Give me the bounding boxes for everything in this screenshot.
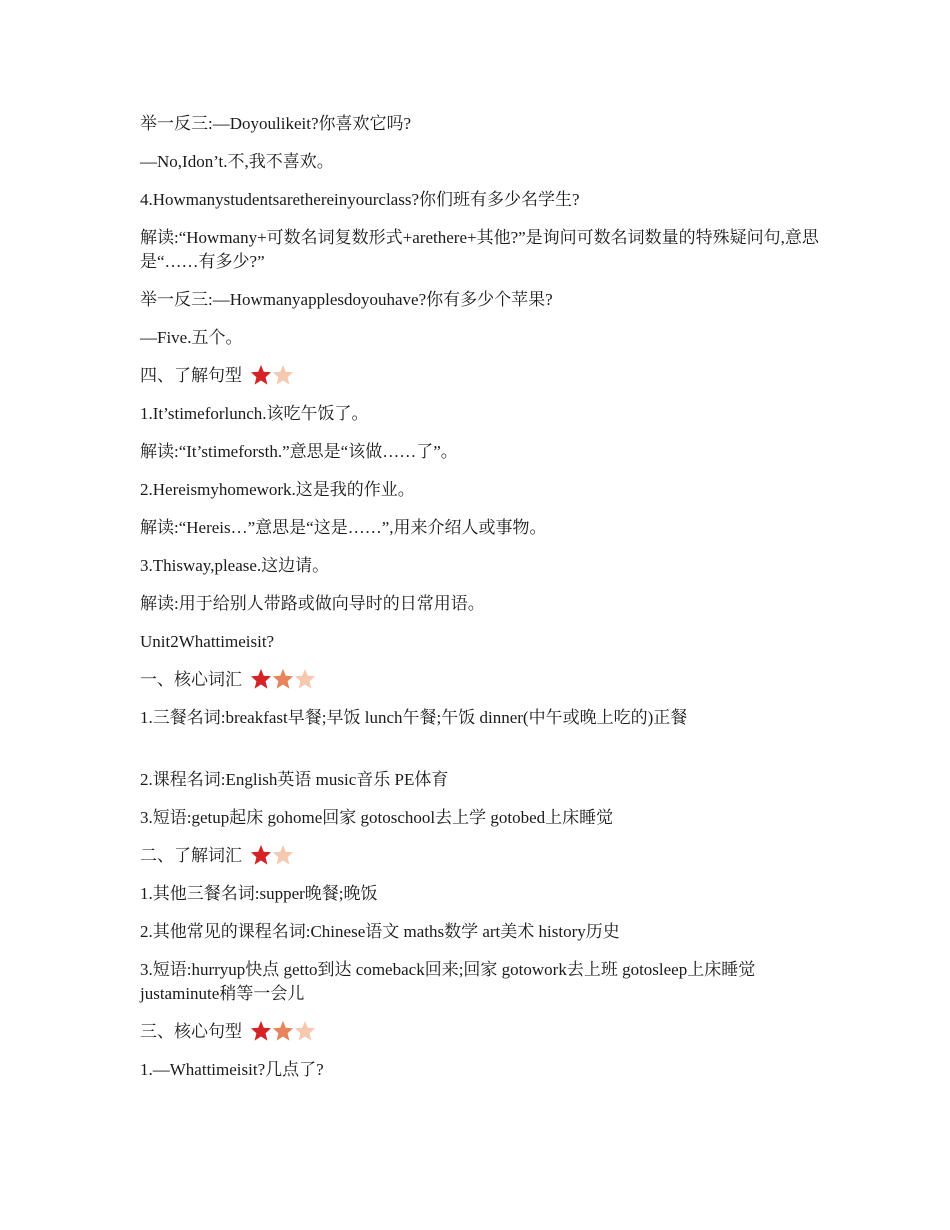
section-heading — [140, 364, 820, 393]
star-light-icon — [294, 1020, 316, 1042]
text-line: 2.课程名词:English英语 music音乐 PE体育 — [140, 770, 449, 789]
text-paragraph: 3.短语:hurryup快点 getto到达 comeback回来;回家 gotowork去上班 gotosleep上床睡觉 justaminute稍等一会儿 — [140, 960, 756, 1003]
text-line: —No,Idon’t.不,我不喜欢。 — [140, 152, 334, 171]
section-heading — [140, 668, 820, 697]
text-line: 3.短语:getup起床 gohome回家 gotoschool去上学 gotobed上床睡觉 — [140, 808, 614, 827]
star-rating-2 — [250, 364, 294, 393]
star-full-icon — [250, 844, 272, 866]
text-line: 举一反三:—Howmanyapplesdoyouhave?你有多少个苹果? — [140, 290, 553, 309]
section-heading — [140, 844, 820, 873]
section-heading-text: 二、了解词汇 — [140, 846, 242, 865]
section-heading-text: 三、核心句型 — [140, 1022, 242, 1041]
star-light-icon — [272, 364, 294, 386]
star-rating-3 — [250, 1020, 316, 1049]
text-line: 解读:“It’stimeforsth.”意思是“该做……了”。 — [140, 442, 458, 461]
text-line: 4.Howmanystudentsarethereinyourclass?你们班有多少名学生? — [140, 190, 580, 209]
text-line: 1.It’stimeforlunch.该吃午饭了。 — [140, 404, 369, 423]
text-line: 2.其他常见的课程名词:Chinese语文 maths数学 art美术 history历史 — [140, 922, 620, 941]
star-mid-icon — [272, 668, 294, 690]
star-light-icon — [272, 844, 294, 866]
section-heading — [140, 1020, 820, 1049]
text-line: —Five.五个。 — [140, 328, 243, 347]
text-line: 3.Thisway,please.这边请。 — [140, 556, 330, 575]
unit-title: Unit2Whattimeisit? — [140, 632, 275, 651]
text-line: 2.Hereismyhomework.这是我的作业。 — [140, 480, 415, 499]
star-mid-icon — [272, 1020, 294, 1042]
text-line: 解读:“Hereis…”意思是“这是……”,用来介绍人或事物。 — [140, 518, 547, 537]
star-rating-2 — [250, 844, 294, 873]
star-rating-3 — [250, 668, 316, 697]
text-line: 1.—Whattimeisit?几点了? — [140, 1060, 324, 1079]
text-paragraph: 1.三餐名词:breakfast早餐;早饭 lunch午餐;午饭 dinner(中午或晚上吃的)正餐 — [140, 708, 688, 727]
star-light-icon — [294, 668, 316, 690]
section-heading-text: 一、核心词汇 — [140, 670, 242, 689]
section-heading-text: 四、了解句型 — [140, 366, 242, 385]
star-full-icon — [250, 364, 272, 386]
text-line: 1.其他三餐名词:supper晚餐;晚饭 — [140, 884, 378, 903]
text-line: 举一反三:—Doyoulikeit?你喜欢它吗? — [140, 114, 412, 133]
star-full-icon — [250, 1020, 272, 1042]
star-full-icon — [250, 668, 272, 690]
text-line: 解读:用于给别人带路或做向导时的日常用语。 — [140, 594, 485, 613]
text-paragraph: 解读:“Howmany+可数名词复数形式+arethere+其他?”是询问可数名词数量的特殊疑问句,意思是“……有多少?” — [140, 228, 819, 271]
